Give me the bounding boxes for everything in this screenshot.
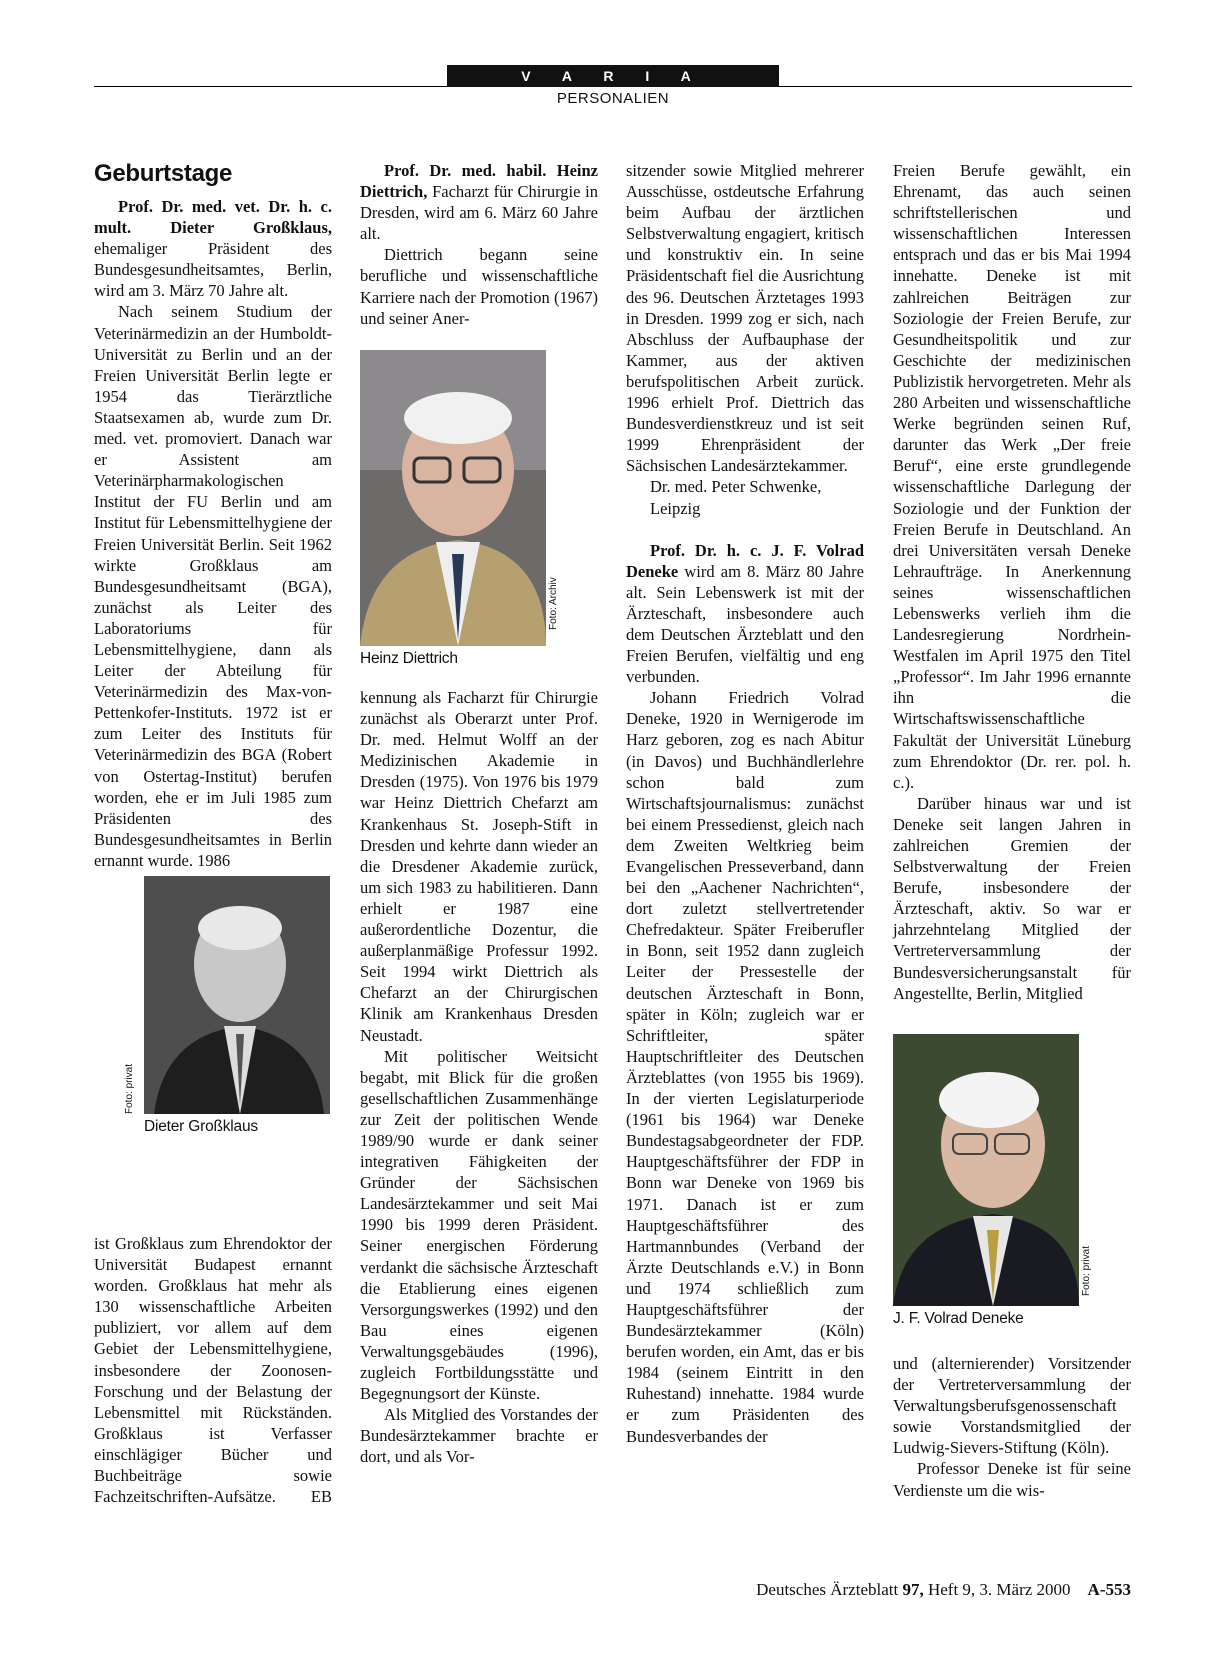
signature-line: Dr. med. Peter Schwenke, [650, 477, 822, 497]
paragraph: ist Großklaus zum Ehrendoktor der Universität Budapest ernannt worden. Großklaus hat mehr als 130 wissenschaftliche Arbeiten publiziert, vor allem auf dem Gebiet der Lebensmittelhygiene, insbesondere der Zoonosen-Forschung und der Belastung der Lebensmittel mit Rückständen. Großklaus ist Verfasser einschlägiger Bücher und Buchbeiträge sowie Fachzeitschriften-Aufsätze. EB [94, 1234, 332, 1507]
photo-caption: Heinz Diettrich [360, 650, 458, 667]
paragraph: kennung als Facharzt für Chirurgie zunächst als Oberarzt unter Prof. Dr. med. Helmut Wolff an der Medizinischen Akademie in Dresden (1975). Von 1976 bis 1979 war Heinz Diettrich Chefarzt am Krankenhaus St. Joseph-Stift in Dresden und kehrte dann wieder an die Dresdener Akademie zurück, um sich 1983 zu habilitieren. Dann erhielt er 1987 eine außerordentliche Dozentur, die außerplanmäßige Professur 1992. Seit 1994 wirkt Diettrich als Chefarzt an der Chirurgischen Klinik am Krankenhaus Dresden Neustadt. [360, 688, 598, 1045]
person-name: Prof. Dr. h. c. J. F. Volrad Deneke [626, 540, 864, 581]
paragraph: Prof. Dr. h. c. J. F. Volrad Deneke wird am 8. März 80 Jahre alt. Sein Lebenswerk ist mit der Ärzteschaft, insbesondere auch dem Deutschen Ärzteblatt und den Freien Berufen, vielfältig und eng verbunden. [626, 540, 864, 687]
column-4 [893, 160, 1131, 1004]
paragraph: Mit politischer Weitsicht begabt, mit Blick für die großen gesellschaftlichen Zusammenhänge zur Zeit der politischen Wende 1989/90 wurde er dank seiner integrativen Fähigkeiten der Gründer der Sächsischen Landesärztekammer und seit Mai 1990 bis 1999 deren Präsident. Seiner energischen Förderung verdankt die sächsische Ärzteschaft die Etablierung eines eigenen Versorgungswerkes (1992) und den Bau eines eigenen Verwaltungsgebäudes (1996), zugleich Fortbildungsstätte und Begegnungsort der Künste. [360, 1046, 598, 1404]
person-name: Prof. Dr. med. vet. Dr. h. c. mult. Dieter Großklaus, [94, 197, 332, 238]
author-initials: EB [310, 1487, 332, 1507]
issue-date: Heft 9, 3. März 2000 [923, 1580, 1071, 1599]
page-number: A-553 [1087, 1580, 1131, 1599]
photo-credit: Foto: privat [1081, 1245, 1092, 1296]
column-4-continued [893, 1353, 1131, 1501]
photo-credit: Foto: privat [124, 1063, 135, 1114]
paragraph: Prof. Dr. med. vet. Dr. h. c. mult. Dieter Großklaus, ehemaliger Präsident des Bundesgesundheitsamtes, Berlin, wird am 3. März 70 Jahre alt. [94, 197, 332, 301]
paragraph: Diettrich begann seine berufliche und wissenschaftliche Karriere nach der Promotion (1967) und seiner Aner- [360, 245, 598, 328]
column-3 [626, 160, 864, 1447]
paragraph: Darüber hinaus war und ist Deneke seit langen Jahren in zahlreichen Gremien der Selbstverwaltung der Freien Berufe, insbesondere der Ärzteschaft, aktiv. So war er jahrzehntelang Mitglied der Vertreterversammlung der Bundesversicherungsanstalt für Angestellte, Berlin, Mitglied [893, 793, 1131, 1003]
column-1 [94, 160, 332, 871]
paragraph: Professor Deneke ist für seine Verdienste um die wis- [893, 1459, 1131, 1500]
journal-name: Deutsches Ärzteblatt [756, 1580, 899, 1599]
photo-caption: Dieter Großklaus [144, 1118, 258, 1135]
portrait-image [893, 1034, 1079, 1306]
column-2 [360, 160, 598, 329]
paragraph: sitzender sowie Mitglied mehrerer Ausschüsse, ostdeutsche Erfahrung beim Aufbau der ärztlichen Selbstverwaltung engagiert, kritisch und konstruktiv ein. In seine Präsidentschaft fiel die Ausrichtung des 96. Deutschen Ärztetages 1993 in Dresden. 1999 zog er sich, nach Abschluss der Aufbauphase der Kammer, aus der aktiven berufspolitischen Arbeit zurück. 1996 erhielt Prof. Diettrich das Bundesverdienstkreuz und ist seit 1999 Ehrenpräsident der Sächsischen Landesärztekammer. [626, 161, 864, 476]
paragraph: Freien Berufe gewählt, ein Ehrenamt, das auch seinen schriftstellerischen und wissenschaftlichen Interessen entsprach und das er bis Mai 1994 innehatte. Deneke ist mit zahlreichen Beiträgen zur Soziologie der Freien Berufe, zur Gesundheitspolitik und zur Geschichte der medizinischen Publizistik hervorgetreten. Mehr als 280 Arbeiten und wissenschaftliche Werke begründen seinen Ruf, darunter das Werk „Der freie Beruf“, eine erste grundlegende wissenschaftliche Darlegung der Soziologie und der Funktion der Freien Berufe in Deutschland. An drei Universitäten versah Deneke Lehraufträge. In Anerkennung seines wissenschaftlichen Lebenswerks verlieh ihm die Landesregierung Nordrhein-Westfalen im April 1975 den Titel „Professor“. Im Jahr 1996 ernannte ihn die Wirtschaftswissenschaftliche Fakultät der Universität Lüneburg zum Ehrendoktor (Dr. rer. pol. h. c.). [893, 161, 1131, 792]
portrait-image [360, 350, 546, 646]
photo-credit: Foto: Archiv [548, 577, 559, 630]
paragraph: Johann Friedrich Volrad Deneke, 1920 in Wernigerode im Harz geboren, zog es nach Abitur (in Davos) und Buchhändlerlehre schon bald zum Wirtschaftsjournalismus: zunächst bei einem Pressedienst, gleich nach dem Zweiten Weltkrieg beim Evangelischen Presseverband, dann bei den „Aachener Nachrichten“, dort zuletzt stellvertretender Chefredakteur. Später Freiberufler in Bonn, seit 1952 dann zugleich Leiter der Pressestelle der deutschen Ärzteschaft in Bonn, später in Köln; zugleich war er Schriftleiter, später Hauptschriftleiter des Deutschen Ärzteblattes (von 1955 bis 1969). In der vierten Legislaturperiode (1961 bis 1964) war Deneke Bundestagsabgeordneter der FDP. Hauptgeschäftsführer der FDP in Bonn war Deneke von 1969 bis 1971. Danach ist er zum Hauptgeschäftsführer des Hartmannbundes (Verband der Ärzte Deutschlands e.V.) in Bonn und 1974 schließlich zum Hauptgeschäftsführer der Bundesärztekammer (Köln) berufen worden, ein Amt, das er bis 1984 (seinem Eintritt in den Ruhestand) innehatte. 1984 wurde er zum Präsidenten des Bundesverbandes der [626, 688, 864, 1446]
volume: 97, [902, 1580, 924, 1599]
photo-diettrich [360, 350, 559, 668]
photo-grossklaus [124, 876, 330, 1136]
section-label: V A R I A [447, 65, 779, 87]
signature-line: Leipzig [650, 498, 701, 518]
paragraph: Als Mitglied des Vorstandes der Bundesärztekammer brachte er dort, und als Vor- [360, 1405, 598, 1467]
person-name: Prof. Dr. med. habil. Heinz Diettrich, [360, 161, 598, 202]
photo-deneke [893, 1034, 1092, 1328]
paragraph: und (alternierender) Vorsitzender der Vertreterversammlung der Verwaltungsberufsgenossenschaft sowie Vorstandsmitglied der Ludwig-Sievers-Stiftung (Köln). [893, 1354, 1131, 1458]
subsection-label: PERSONALIEN [556, 90, 670, 107]
article-heading: Geburtstage [94, 160, 233, 187]
paragraph: Prof. Dr. med. habil. Heinz Diettrich, Facharzt für Chirurgie in Dresden, wird am 6. März 60 Jahre alt. [360, 161, 598, 244]
page-footer [756, 1580, 1131, 1600]
column-1-continued [94, 1233, 332, 1507]
portrait-image [144, 876, 330, 1114]
photo-caption: J. F. Volrad Deneke [893, 1310, 1024, 1327]
paragraph: Nach seinem Studium der Veterinärmedizin an der Humboldt-Universität zu Berlin und an der Freien Universität Berlin legte er 1954 das Tierärztliche Staatsexamen ab, wurde zum Dr. med. vet. promoviert. Danach war er Assistent am Veterinärpharmakologischen Institut der FU Berlin und am Institut für Lebensmittelhygiene der Freien Universität Berlin. Seit 1962 wirkte Großklaus am Bundesgesundheitsamt (BGA), zunächst als Leiter des Laboratoriums für Lebensmittelhygiene, dann als Leiter der Abteilung für Veterinärmedizin des Max-von-Pettenkofer-Instituts. 1972 ist er zum Leiter des Instituts für Veterinärmedizin des BGA (Robert von Ostertag-Institut) berufen worden, ehe er im Juli 1985 zum Präsidenten des Bundesgesundheitsamtes in Berlin ernannt wurde. 1986 [94, 302, 332, 870]
column-2-continued [360, 687, 598, 1467]
